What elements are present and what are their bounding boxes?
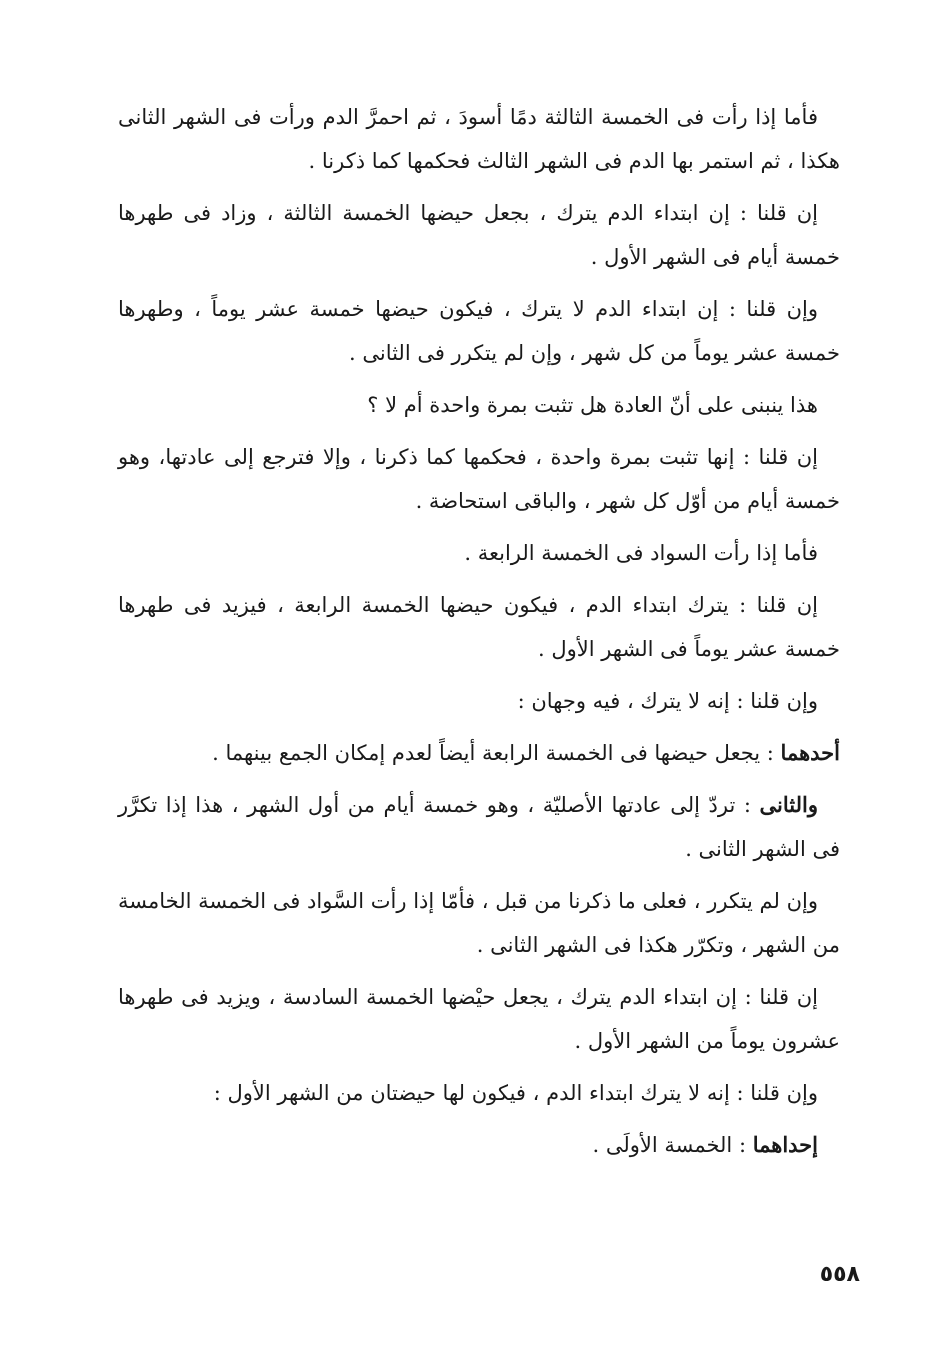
paragraph-4: [118, 383, 840, 427]
paragraph-2: [118, 191, 840, 279]
paragraph-9-lead: أحدهما: [780, 740, 840, 765]
paragraph-10-text: : تردّ إلى عادتها الأصليّة ، وهو خمسة أيام من أول الشهر ، هذا إذا تكرَّر فى الشهر الثانى .: [118, 793, 840, 861]
body-text: [118, 95, 840, 1175]
paragraph-7-text: إن قلنا : يترك ابتداء الدم ، فيكون حيضها الخمسة الرابعة ، فيزيد فى طهرها خمسة عشر يوماً فى الشهر الأول .: [118, 593, 840, 661]
paragraph-1-text: فأما إذا رأت فى الخمسة الثالثة دمًا أسودَ ، ثم احمرَّ الدم ورأت فى الشهر الثانى هكذا ، ثم استمر بها الدم فى الشهر الثالث فحكمها كما ذكرنا .: [118, 105, 840, 173]
paragraph-13: [118, 1071, 840, 1115]
paragraph-8-text: وإن قلنا : إنه لا يترك ، فيه وجهان :: [517, 689, 818, 713]
paragraph-3-text: وإن قلنا : إن ابتداء الدم لا يترك ، فيكون حيضها خمسة عشر يوماً ، وطهرها خمسة عشر يوماً من كل شهر ، وإن لم يتكرر فى الثانى .: [118, 297, 840, 365]
paragraph-5-text: إن قلنا : إنها تثبت بمرة واحدة ، فحكمها كما ذكرنا ، وإلا فترجع إلى عادتها، وهو خمسة أيام من أوّل كل شهر ، والباقى استحاضة .: [118, 445, 840, 513]
paragraph-13-text: وإن قلنا : إنه لا يترك ابتداء الدم ، فيكون لها حيضتان من الشهر الأول :: [213, 1081, 818, 1105]
paragraph-12-text: إن قلنا : إن ابتداء الدم يترك ، يجعل حيْضها الخمسة السادسة ، ويزيد فى طهرها عشرون يوماً من الشهر الأول .: [118, 985, 840, 1053]
paragraph-9-text: : يجعل حيضها فى الخمسة الرابعة أيضاً لعدم إمكان الجمع بينهما .: [212, 741, 781, 765]
paragraph-5: [118, 435, 840, 523]
paragraph-1: [118, 95, 840, 183]
paragraph-14: [118, 1123, 840, 1167]
paragraph-10-lead: والثانى: [759, 792, 818, 817]
paragraph-11: [118, 879, 840, 967]
paragraph-6: [118, 531, 840, 575]
paragraph-12: [118, 975, 840, 1063]
paragraph-6-text: فأما إذا رأت السواد فى الخمسة الرابعة .: [464, 541, 818, 565]
paragraph-3: [118, 287, 840, 375]
paragraph-9: [118, 731, 840, 775]
paragraph-7: [118, 583, 840, 671]
paragraph-4-text: هذا ينبنى على أنّ العادة هل تثبت بمرة واحدة أم لا ؟: [367, 393, 818, 417]
page-number: ٥٥٨: [819, 1262, 860, 1287]
paragraph-10: [118, 783, 840, 871]
paragraph-11-text: وإن لم يتكرر ، فعلى ما ذكرنا من قبل ، فأمّا إذا رأت السَّواد فى الخمسة الخامسة من الشهر ، وتكرّر هكذا فى الشهر الثانى .: [118, 889, 840, 957]
paragraph-14-lead: إحداهما: [752, 1132, 818, 1157]
paragraph-8: [118, 679, 840, 723]
paragraph-14-text: : الخمسة الأولَى .: [592, 1133, 753, 1157]
paragraph-2-text: إن قلنا : إن ابتداء الدم يترك ، بجعل حيضها الخمسة الثالثة ، وزاد فى طهرها خمسة أيام فى الشهر الأول .: [118, 201, 840, 269]
